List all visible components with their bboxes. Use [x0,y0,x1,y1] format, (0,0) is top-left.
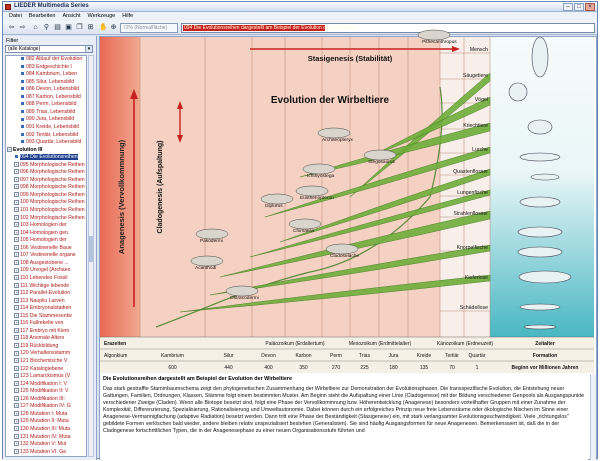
tree-item-label: 100 Morphologische Reihen [20,199,85,206]
group-label: Strahlenflosser [453,211,488,217]
tree-item[interactable] [6,381,67,389]
tree-item[interactable] [6,290,70,298]
tree-item-label: 096 Morphologische Reihen [20,169,85,176]
filter-label: Filter [6,38,19,44]
tree-item-label: 091 Kreide, Lebensbild [26,123,80,130]
period-label: Kambrium [161,353,184,359]
toolbar [3,21,597,35]
tree-item[interactable] [6,396,65,404]
lancelet-figure [524,325,556,329]
expand-icon[interactable]: + [15,305,18,311]
page-icon [21,110,24,113]
page-icon [21,65,24,68]
fossil-figure [196,229,228,239]
evolution-chart [100,37,594,373]
tree-item-label: 109 Urvogel (Archaeo [20,267,71,274]
tree-item-label: 113 Naupliu Larven [20,297,65,304]
taxon-label: Ostracodermi [230,296,259,301]
tree-item-label: 120 Verhaltensstamm [20,350,71,357]
expand-icon[interactable]: + [15,373,18,379]
tree-item-label: 127 Modifikation IV: G [20,403,71,410]
tree-item-label: 110 Lebendes Fossil [20,274,68,281]
stasigenesis-label: Stasigenesis (Stabilität) [307,54,393,63]
tree-item-label: 107 Vestinenelle organe [20,252,76,259]
taxon-label: Eusthenopteron [300,196,334,201]
catalog-tree [5,55,87,457]
expand-icon[interactable]: + [15,358,18,364]
tree-item[interactable] [6,56,82,64]
fossil-figure [318,128,350,138]
expand-icon[interactable]: + [15,267,18,273]
menu-bar [3,12,597,21]
expand-icon[interactable]: + [15,176,18,182]
lizard-figure [520,153,560,161]
tree-item-label: 126 Modifikation III: [20,395,65,402]
tree-item[interactable] [6,230,69,238]
chevron-down-icon[interactable]: ▾ [85,46,92,52]
expand-icon[interactable]: + [15,237,18,243]
tree-item-label: 124 Modifikation I: V [20,380,68,387]
tree-item-label: 121 Biochemische V [20,358,68,364]
group-label: Knorpelfische [456,245,488,251]
taxon-label: Chimaera [293,229,314,234]
page-icon [15,155,18,158]
era-label: Mesozoikum (Erdmittelalter) [348,341,412,347]
tree-item[interactable] [6,260,69,268]
tree-item[interactable] [6,245,72,253]
expand-icon[interactable]: + [15,275,18,281]
description-caption: Die Evolutionsreihen dargestellt am Beispiel der Evolution der Wirbeltiere [103,376,292,382]
menu-ansicht[interactable]: Ansicht [62,13,81,19]
expand-icon[interactable]: + [15,222,18,228]
fossil-figure [364,150,396,160]
fossil-figure [289,219,321,229]
expand-icon[interactable]: + [15,327,18,333]
tree-item[interactable] [6,388,68,396]
year-label: 350 [299,365,308,371]
expand-icon[interactable]: + [15,290,18,296]
expand-icon[interactable]: + [15,320,18,326]
tree-item-label: 112 Parallel-Evolution [20,290,71,297]
tree-item[interactable] [6,71,77,79]
lamprey-figure [520,304,560,310]
fossil-figure [326,244,358,254]
taxon-label: Diplurus [265,204,283,209]
tree-item[interactable] [6,411,67,419]
tree-item-label: 099 Morphologische Reihen [20,191,85,198]
group-label: Mensch [469,47,488,53]
tree-item[interactable] [6,313,72,321]
cladogenesis-label: Cladogenesis (Aufspaltung) [157,140,164,234]
taxon-label: Archaeopteryx [322,138,353,143]
page-icon [21,140,24,143]
page-icon [21,80,24,83]
human-figure [532,37,548,77]
bony-fish-figure [518,247,562,257]
description-panel[interactable] [100,374,588,460]
expand-icon[interactable]: + [15,312,18,318]
year-label: 180 [389,365,398,371]
tree-item-label: 118 Anomale Alters [20,335,65,342]
formation-label: Formation [532,353,558,359]
expand-icon[interactable]: + [15,161,18,167]
year-label: 70 [449,365,455,371]
export-icon[interactable]: ⊞ [87,24,94,31]
tree-item[interactable] [6,215,85,223]
menu-datei[interactable]: Datei [9,13,22,19]
fossil-figure [226,286,258,296]
tree-item[interactable] [6,426,70,434]
tree-item-label: 122 Katalogiebene [20,365,64,372]
period-label: Devon [261,353,276,359]
tree-item-label: 089 Trias, Lebensbild [26,108,76,115]
tree-item-label: 111 Wichtige lebende [20,282,70,289]
menu-hilfe[interactable]: Hilfe [122,13,134,19]
sidebar [3,36,97,460]
expand-icon[interactable]: + [15,403,18,409]
period-label: Tertiär [445,353,459,359]
tree-item-label: 094 Die Evolutionsreihen [20,154,78,161]
expand-icon[interactable]: + [15,350,18,356]
tree-item[interactable] [6,79,74,87]
tree-item[interactable] [6,343,58,351]
fossil-figure [303,164,335,174]
window-title: LIEDER Multimedia Series [14,3,89,9]
expand-icon[interactable]: + [15,259,18,265]
year-label: 225 [360,365,369,371]
period-label: Kreide [416,353,432,359]
page-icon [21,95,24,98]
tree-scrollbar[interactable] [88,55,94,457]
fossil-figure [296,186,328,196]
image-title-field[interactable] [181,23,595,33]
salamander-figure [531,174,559,180]
menu-werkzeuge[interactable]: Werkzeuge [87,13,116,19]
expand-icon[interactable]: + [15,297,18,303]
tree-item[interactable] [6,101,76,109]
evolution-chart-svg [100,37,594,373]
group-label: Kriechtiere [463,123,488,129]
tree-item-label: 093 Quartär, Lebensbild [26,139,82,146]
app-icon [5,4,11,10]
group-label: Lurche [472,147,488,153]
group-label: Säugetiere [462,73,488,79]
year-label: 600 [168,365,177,371]
tree-item-label: 106 Vestinenelle Baue [20,244,72,251]
shark-figure [519,271,571,283]
bookmark-icon[interactable]: ▣ [65,24,72,31]
back-arrow-icon[interactable]: ⇦ [8,24,15,31]
tree-item[interactable] [6,94,81,102]
expand-icon[interactable]: + [15,343,18,349]
expand-icon[interactable]: + [15,282,18,288]
fossil-figure [191,256,223,266]
tree-item[interactable] [6,434,71,442]
group-label: Kieferlose [464,275,488,281]
tree-item-label: Evolution III [13,146,43,153]
tree-item[interactable] [6,192,85,200]
tree-item-label: 084 Kambrium, Leben [26,71,78,78]
tree-item-label: 119 Rückbildung [20,342,59,349]
tree-item-label: 097 Morphologische Reihen [20,176,85,183]
content-pane [99,36,597,460]
period-label: Perm [330,353,342,359]
tree-item-label: 103 Homologien der [20,222,67,229]
tree-item-label: 114 Embryonalstadien [20,305,72,312]
tree-item-label: 116 Fallrekelte von [20,320,64,327]
title-bar[interactable] [3,2,597,12]
tree-item-label: 101 Morphologische Reihen [20,207,85,213]
tree-item[interactable] [6,328,69,336]
period-label: Trias [359,353,370,359]
forward-arrow-icon[interactable]: ⇨ [19,24,26,31]
tree-item-label: 125 Modifikation II: V [20,388,69,395]
tree-item[interactable] [6,169,85,177]
expand-icon[interactable]: + [15,184,18,190]
tree-item-label: 082 Ablauf der Evolution [26,56,83,62]
era-caption: Zeitalter [535,341,555,347]
expand-icon[interactable]: + [15,395,18,401]
expand-icon[interactable]: + [15,199,18,205]
tree-item[interactable] [6,184,85,192]
app-window [2,1,598,459]
group-label: Quastenflosser [453,169,488,175]
tree-item[interactable] [6,358,67,366]
page-icon [21,133,24,136]
zoom-icon[interactable]: ⊕ [110,24,117,31]
tree-item-label: 087 Karbon, Lebensbild [26,93,81,100]
tree-item[interactable] [6,449,66,457]
tree-item-label: 128 Mutation I: Muta [20,410,68,417]
goose-figure [528,120,552,134]
tree-item[interactable] [6,109,75,117]
expand-icon[interactable]: + [15,169,18,175]
group-label: Schädellose [459,305,488,311]
tree-item-label: 102 Morphologische Reihen [20,214,85,221]
page-icon [21,87,24,90]
fossil-figure [418,30,450,40]
zoom-field[interactable]: 72% (Normalfläche) [120,23,178,33]
tree-item-label: 088 Perm, Lebensbild [26,101,77,108]
expand-icon[interactable]: + [15,192,18,198]
expand-icon[interactable]: + [15,365,18,371]
taxon-label: Ichthyostega [307,174,335,179]
fossil-figure [261,194,293,204]
tree-item[interactable] [6,320,63,328]
tree-item[interactable] [6,162,85,170]
tree-item[interactable] [6,132,78,140]
expand-icon[interactable]: + [15,252,18,258]
print-icon[interactable]: ▤ [54,24,61,31]
home-icon[interactable]: ⌂ [33,24,38,31]
period-label: Jura [388,353,399,359]
tree-item-label: 133 Mutation VI: Ge [20,448,67,455]
tree-item-label: 095 Morphologische Reihen [20,161,85,168]
lungfish-figure [518,227,562,237]
group-label: Lungenfische [457,190,488,196]
period-label: Karbon [295,353,312,359]
close-button[interactable]: × [585,3,595,11]
year-label: 270 [331,365,341,371]
page-icon [21,102,24,105]
year-label: 440 [224,365,233,371]
tree-item[interactable] [6,441,66,449]
tree-item-label: 131 Mutation IV: Muta [20,433,71,440]
tree-item[interactable] [6,267,70,275]
tree-item-label: 104 Homologien gen. [20,229,70,236]
expand-icon[interactable]: + [15,448,18,454]
tree-item[interactable] [6,350,70,358]
tree-item-label: 098 Morphologische Reihen [20,184,85,191]
filter-select[interactable] [5,45,93,53]
tree-item[interactable] [6,418,69,426]
tree-item[interactable] [6,116,74,124]
expand-icon[interactable]: + [15,441,18,447]
description-scrollbar[interactable] [590,374,596,460]
chart-title: Evolution der Wirbeltiere [270,95,390,106]
tree-item[interactable] [6,283,69,291]
group-label: Vögel [474,97,488,103]
sea-illustration-bg [490,37,594,337]
image-title-text: 094 Die Evolutionsreihen dargestellt am Beispiel der Evolution der Wirbeltiere [184,25,356,31]
years-caption: Beginn vor Millionen Jahren [511,365,579,371]
tree-item[interactable] [6,147,42,155]
tree-item[interactable] [6,154,78,162]
tree-scroll-thumb[interactable] [89,236,93,262]
collapse-icon[interactable]: − [8,146,11,152]
tree-item-label: 090 Jura, Lebensbild [26,116,75,123]
tree-item-label: 085 Silur, Lebensbild [26,78,75,85]
taxon-label: Stegosaurus [368,160,395,165]
tree-item[interactable] [6,86,79,94]
page-icon [21,57,24,60]
minimize-button[interactable]: – [563,3,573,11]
expand-icon[interactable]: + [15,426,18,432]
taxon-label: Cladoselache [330,254,360,259]
tree-item[interactable] [6,366,63,374]
tree-item-label: 130 Mutation III: Muta [20,425,71,432]
tree-item[interactable] [6,207,85,215]
expand-icon[interactable]: + [15,418,18,424]
tree-item-label: 129 Mutation II: Muta [20,418,69,425]
maximize-button[interactable]: □ [574,3,584,11]
expand-icon[interactable]: + [15,388,18,394]
tree-item[interactable] [6,335,64,343]
copy-icon[interactable]: ❐ [76,24,83,31]
period-label: Silur [223,353,234,359]
year-label: 400 [264,365,273,371]
tree-item[interactable] [6,298,65,306]
page-icon [21,72,24,75]
tree-item[interactable] [6,237,67,245]
tree-item-label: 115 Die Stammesentw [20,312,72,319]
expand-icon[interactable]: + [15,433,18,439]
period-label: Quartär [468,353,486,359]
era-label: Känozoikum (Erdneuzeit) [436,341,494,347]
period-row-label: Algonkium [104,353,128,359]
tree-item[interactable] [6,373,70,381]
tree-item-label: 086 Devon, Lebensbild [26,86,80,93]
tree-item-label: 132 Mutation V: Mut [20,441,67,448]
year-label: 1 [475,365,479,371]
search-icon[interactable]: ⚲ [43,24,50,31]
coelacanth-figure [520,197,560,207]
tree-item-label: 108 Ausgestobene ... [20,259,69,266]
expand-icon[interactable]: + [15,229,18,235]
expand-icon[interactable]: + [15,335,18,341]
tree-item[interactable] [6,177,85,185]
page-icon [21,125,24,128]
tree-item[interactable] [6,139,81,147]
tree-item[interactable] [6,124,79,132]
tree-item[interactable] [6,199,85,207]
tree-item[interactable] [6,403,71,411]
tree-item-label: 092 Tertiär, Lebensbild [26,131,79,138]
expand-icon[interactable]: + [15,410,18,416]
tree-item[interactable] [6,64,72,72]
era-label: Paläozoikum (Erdaltertum) [265,341,325,347]
page-icon [21,118,24,121]
tree-item-label: 123 Lamarckismus (V [20,373,71,380]
year-label: 135 [419,365,429,371]
expand-icon[interactable]: + [15,214,18,220]
tree-item-label: 083 Erdgeschichte I [26,63,72,70]
era-row-label: Erazeiten [104,341,127,347]
anagenesis-label: Anagenesis (Vervollkommnung) [117,139,126,255]
description-text: Das stark gestraffte Stammbaumschema zeigt den phylogenetischen Zusammenhang der Wirbeltiere zur Demonstration der Evolutionsphasen. Die transspezifische Evolution, die Entstehung neuer Gattungen, Familien, Ordnungen, Klassen, Stämme folgt einem bestimmten Muster. Am Beginn steht die Aufspaltung einer Linie (Cladogenese) mit der Bildung verschiedener Genpools als Ausgangspunkte verschiedener Zweige (Claden). Wenn alle Biotope besetzt sind, folgt eine Phase der Vervollkommnung bzw. Höherentwicklung (Anagenese) besonders vorteilhafter Gruppen mit einer Zunahme der Komplexität, Differenzierung, Spezialisierung, Rationalisierung und Umweltautonomie. Dabei können durch ein erfolgreiches Prinzip neue freie Lebensräume oder ökologische Nischen im Sinne einer Anagenese-Vermannigfachung (adaptive Radiation) besetzt werden. Dann tritt eine Phase der Beständigkeit (Stasigenese) ein, mit stark verlangsamter Evolutionsgeschwindigkeit. Viele „richtungslos" gebildete Formen verlöschen bald wieder, andere bleiben relativ unspezialisiert bestehen (Generalisten). Sie sind häufig Ausgangsformen für neue Anagenesen. Bemerkenswert ist, daß die in der Cladogenese fortschrittlichen Typen, die in der Anagenesephase zu einer neuen Organisationsstufe führten und [103,386,585,434]
taxon-label: Pithecanthropus [422,40,457,45]
tree-item-label: 117 Embryo mit Kiem [20,327,70,334]
tree-item-label: 105 Homologien der [20,237,67,244]
tree-item[interactable] [6,222,67,230]
tree-item[interactable] [6,275,68,283]
expand-icon[interactable]: + [15,207,18,213]
expand-icon[interactable]: + [15,244,18,250]
hand-icon[interactable]: ✋ [99,24,108,31]
filter-value: (alle Kataloge) [8,46,41,52]
expand-icon[interactable]: + [15,380,18,386]
tree-item[interactable] [6,252,76,260]
taxon-label: Pakodermi [200,239,223,244]
menu-bearbeiten[interactable]: Bearbeiten [28,13,56,19]
rabbit-figure [509,83,527,101]
taxon-label: Acanthodi [195,266,217,271]
tree-item[interactable] [6,305,71,313]
